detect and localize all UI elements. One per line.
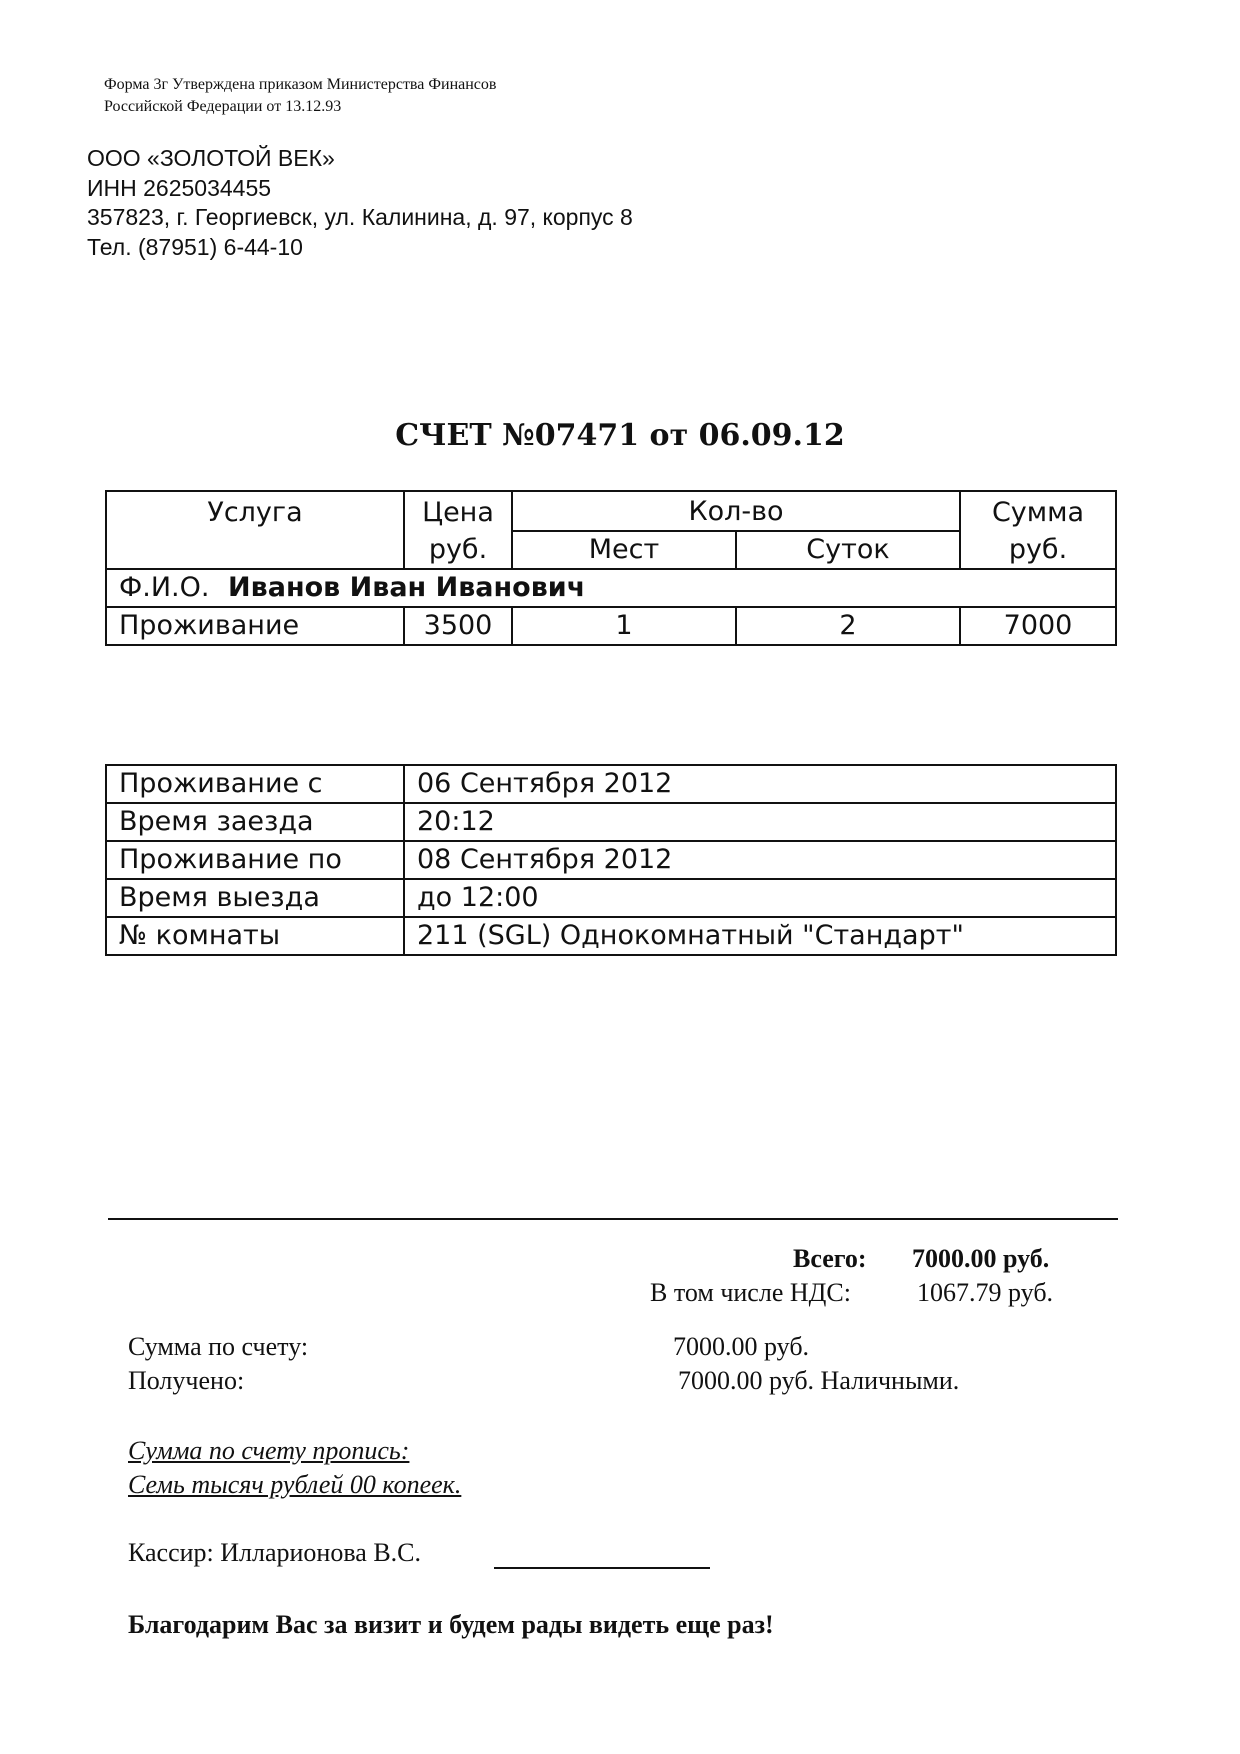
- cashier: Кассир: Илларионова В.С.: [128, 1538, 422, 1567]
- company-phone: Тел. (87951) 6-44-10: [87, 233, 303, 260]
- service-days: 2: [736, 607, 960, 645]
- stay-value: 20:12: [404, 803, 1116, 841]
- stay-label: № комнаты: [106, 917, 404, 955]
- stay-table: [105, 764, 1117, 956]
- form-note-line2: Российской Федерации от 13.12.93: [104, 98, 342, 115]
- invoice-sum-value: 7000.00 руб.: [673, 1332, 810, 1361]
- company-name: ООО «ЗОЛОТОЙ ВЕК»: [87, 145, 335, 171]
- company-address: 357823, г. Георгиевск, ул. Калинина, д. 97, корпус 8: [87, 204, 633, 230]
- col-sum-header: Сумма: [960, 491, 1116, 531]
- company-inn: ИНН 2625034455: [87, 174, 272, 201]
- table-row: [106, 607, 1116, 645]
- service-places: 1: [512, 607, 736, 645]
- col-price-unit: руб.: [404, 531, 512, 569]
- guest-row: [106, 569, 1116, 607]
- stay-value: 211 (SGL) Однокомнатный "Стандарт": [404, 917, 1116, 955]
- col-service-header-cont: [106, 531, 404, 569]
- stay-value: 08 Сентября 2012: [404, 841, 1116, 879]
- received-value: 7000.00 руб. Наличными.: [678, 1366, 960, 1395]
- col-sum-unit: руб.: [960, 531, 1116, 569]
- stay-value: 06 Сентября 2012: [404, 765, 1116, 803]
- col-qty-header: Кол-во: [512, 491, 960, 531]
- vat-value: 1067.79 руб.: [917, 1278, 1054, 1307]
- form-note-line1: Форма 3г Утверждена приказом Министерства Финансов: [104, 76, 497, 93]
- col-places-header: Мест: [512, 531, 736, 569]
- services-header-row-2: [106, 531, 1116, 569]
- table-row: [106, 917, 1116, 955]
- guest-name: Иванов Иван Иванович: [228, 572, 586, 603]
- vat-label: В том числе НДС:: [650, 1278, 851, 1307]
- company-block: [87, 144, 633, 262]
- services-table: [105, 490, 1117, 646]
- service-name: Проживание: [106, 607, 404, 645]
- guest-label: Ф.И.О.: [119, 572, 210, 603]
- table-row: [106, 803, 1116, 841]
- received-label: Получено:: [128, 1366, 245, 1395]
- form-note: [104, 74, 496, 118]
- stay-value: до 12:00: [404, 879, 1116, 917]
- amount-words-label: Сумма по счету пропись:: [128, 1436, 410, 1465]
- col-days-header: Суток: [736, 531, 960, 569]
- col-price-header: Цена: [404, 491, 512, 531]
- total-value: 7000.00 руб.: [912, 1244, 1050, 1273]
- thanks-message: Благодарим Вас за визит и будем рады видеть еще раз!: [128, 1610, 774, 1639]
- signature-line: [494, 1567, 710, 1569]
- guest-cell: [106, 569, 1116, 607]
- table-row: [106, 765, 1116, 803]
- amount-words-value: Семь тысяч рублей 00 копеек.: [128, 1470, 462, 1499]
- service-price: 3500: [404, 607, 512, 645]
- invoice-sum-label: Сумма по счету:: [128, 1332, 309, 1361]
- total-label: Всего:: [793, 1244, 867, 1273]
- divider: [108, 1218, 1118, 1220]
- table-row: [106, 879, 1116, 917]
- stay-label: Проживание с: [106, 765, 404, 803]
- invoice-title: СЧЕТ №07471 от 06.09.12: [395, 418, 845, 453]
- services-header-row-1: [106, 491, 1116, 531]
- table-row: [106, 841, 1116, 879]
- stay-label: Проживание по: [106, 841, 404, 879]
- col-service-header: Услуга: [106, 491, 404, 531]
- stay-label: Время заезда: [106, 803, 404, 841]
- stay-label: Время выезда: [106, 879, 404, 917]
- service-sum: 7000: [960, 607, 1116, 645]
